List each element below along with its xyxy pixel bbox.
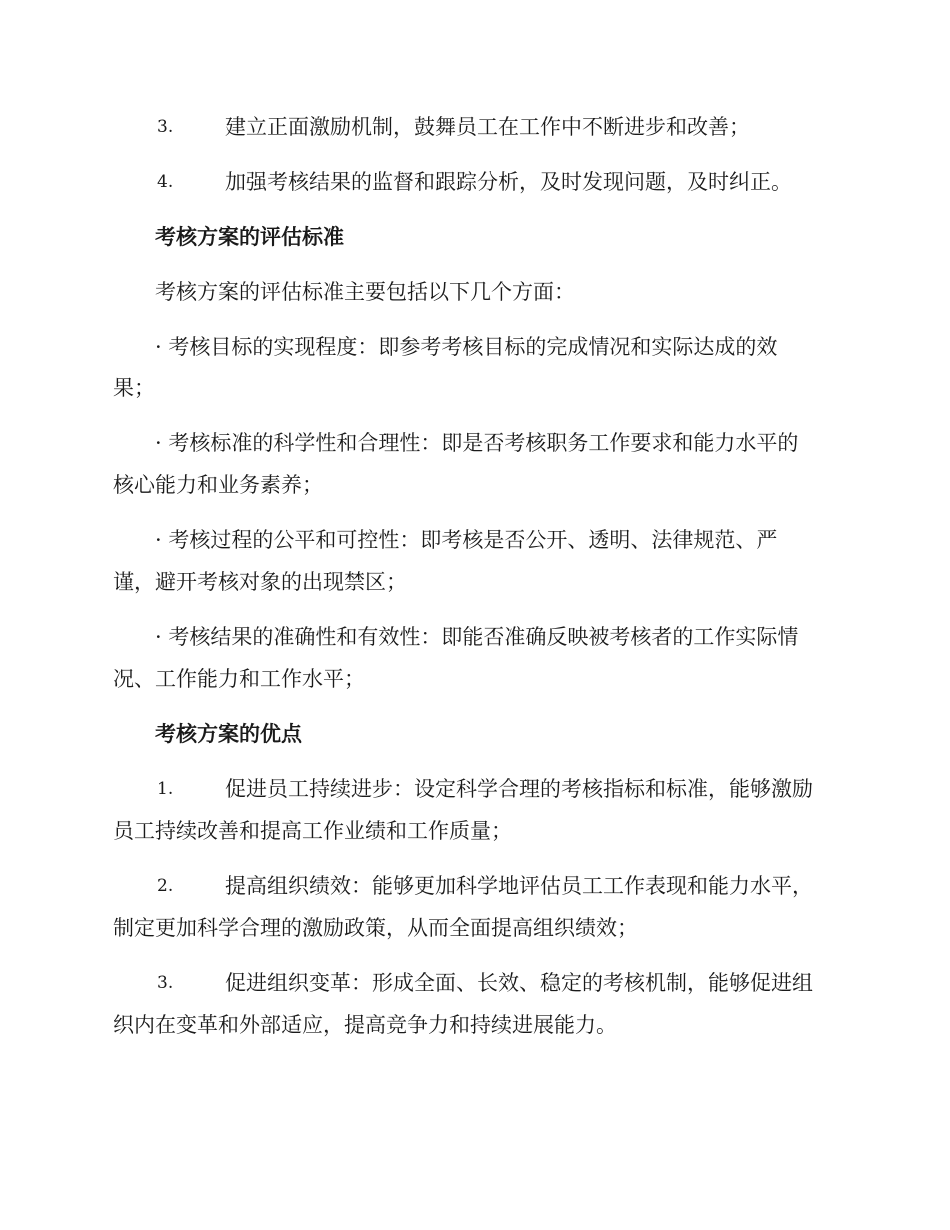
section-heading: 考核方案的评估标准 [155, 224, 344, 249]
bullet-line-continued: 况、工作能力和工作水平； [113, 667, 365, 691]
list-item-text: 提高组织绩效：能够更加科学地评估员工工作表现和能力水平， [225, 874, 813, 898]
list-item-text-continued: 制定更加科学合理的激励政策，从而全面提高组织绩效； [113, 916, 638, 940]
list-item-text: 加强考核结果的监督和跟踪分析，及时发现问题，及时纠正。 [225, 170, 792, 194]
list-item-text: 建立正面激励机制，鼓舞员工在工作中不断进步和改善； [225, 115, 750, 139]
bullet-line: · 考核目标的实现程度：即参考考核目标的完成情况和实际达成的效 [155, 335, 778, 359]
list-number: 3. [157, 117, 174, 137]
list-item-text: 促进员工持续进步：设定科学合理的考核指标和标准，能够激励 [225, 777, 813, 801]
bullet-line: · 考核过程的公平和可控性：即考核是否公开、透明、法律规范、严 [155, 528, 778, 552]
section-intro: 考核方案的评估标准主要包括以下几个方面： [155, 280, 575, 304]
list-number: 3. [157, 973, 174, 993]
list-item-text-continued: 员工持续改善和提高工作业绩和工作质量； [113, 819, 512, 843]
section-heading: 考核方案的优点 [155, 721, 302, 746]
bullet-line: · 考核标准的科学性和合理性：即是否考核职务工作要求和能力水平的 [155, 431, 799, 455]
list-number: 1. [157, 779, 174, 799]
list-number: 2. [157, 876, 174, 896]
bullet-line: · 考核结果的准确性和有效性：即能否准确反映被考核者的工作实际情 [155, 625, 799, 649]
bullet-line-continued: 谨，避开考核对象的出现禁区； [113, 570, 407, 594]
list-number: 4. [157, 172, 174, 192]
list-item-text-continued: 织内在变革和外部适应，提高竞争力和持续进展能力。 [113, 1013, 617, 1037]
list-item-text: 促进组织变革：形成全面、长效、稳定的考核机制，能够促进组 [225, 971, 813, 995]
bullet-line-continued: 果； [113, 376, 155, 400]
bullet-line-continued: 核心能力和业务素养； [113, 473, 323, 497]
